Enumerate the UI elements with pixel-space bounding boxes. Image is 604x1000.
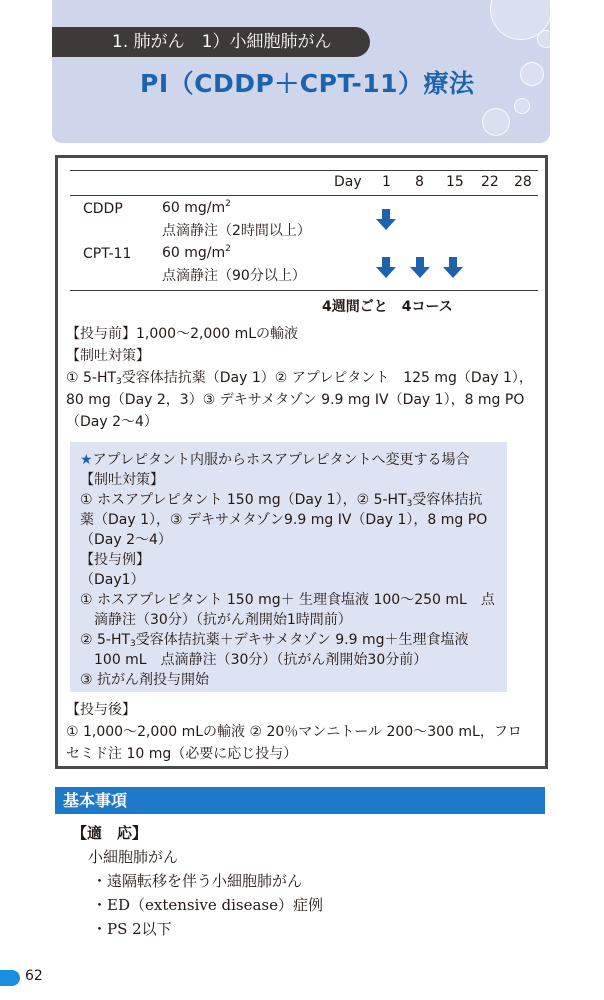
antiemetic-title: 【制吐対策】 [66, 348, 150, 364]
antiemetic-line-3: （Day 2～4） [66, 414, 158, 430]
drug-name-cpt11: CPT-11 [83, 246, 132, 262]
alt-example-3: ③ 抗がん剤投与開始 [80, 672, 210, 688]
bubble-decoration [537, 30, 550, 48]
day-col-15: 15 [446, 174, 464, 190]
indication-bullet: ・遠隔転移を伴う小細胞肺がん [92, 872, 303, 890]
drug-dose-cpt11: 60 $mg/m^2$ [162, 244, 231, 261]
alt-example-2b: 100 mL 点滴静注（30分）（抗がん剤開始30分前） [80, 652, 428, 668]
post-line-2: セミド注 10 mg（必要に応じ投与） [66, 746, 298, 762]
page-number: 62 [25, 968, 43, 984]
page-number-tab [0, 970, 20, 986]
arrow-down-icon [375, 257, 397, 279]
day-col-22: 22 [481, 174, 499, 190]
indication-title: 【適 応】 [72, 824, 148, 842]
chapter-label [52, 27, 370, 57]
alt-line-2: 薬（Day 1），③ デキサメタゾン9.9 mg IV（Day 1），8 mg PO [80, 512, 488, 528]
alt-example-title: 【投与例】 [80, 552, 150, 568]
regimen-box [55, 155, 548, 769]
indication-bullet: ・PS 2以下 [92, 920, 172, 938]
star-icon: ★ [80, 452, 93, 468]
alt-antiemetic-title: 【制吐対策】 [80, 472, 164, 488]
table-header-rule [70, 195, 538, 196]
arrow-down-icon [409, 257, 431, 279]
post-line-1: ① 1,000～2,000 mLの輸液 ② 20％マンニトール 200～300 mL，フロ [66, 724, 522, 740]
alt-example-day: （Day1） [80, 572, 145, 588]
day-col-28: 28 [514, 174, 532, 190]
antiemetic-line-2: 80 mg（Day 2，3）③ デキサメタゾン 9.9 mg IV（Day 1），8 mg PO [66, 392, 525, 408]
page-title: PI（CDDP＋CPT-11）療法 [140, 69, 475, 98]
drug-route-cddp: 点滴静注（2時間以上） [162, 223, 311, 239]
post-treatment-title: 【投与後】 [66, 702, 136, 718]
drug-name-cddp: CDDP [83, 201, 123, 217]
page-header [52, 0, 550, 143]
chapter-text: 1. 肺がん 1）小細胞肺がん [112, 32, 332, 52]
arrow-down-icon [375, 209, 397, 231]
table-top-rule [70, 170, 538, 171]
alt-example-1: ① ホスアプレピタント 150 mg＋ 生理食塩液 100～250 mL 点 [80, 592, 495, 608]
antiemetic-line-1: ① $5-HT_3$受容体拮抗薬（Day 1）② アプレピタント 125 mg（Day 1）， [66, 370, 533, 387]
table-bottom-rule [70, 290, 538, 291]
day-col-1: 1 [382, 174, 391, 190]
indication-bullet: ・ED（extensive disease）症例 [92, 896, 323, 914]
section-bar: 基本事項 [55, 787, 545, 814]
alt-example-2: ② $5-HT_3$受容体拮抗薬＋デキサメタゾン 9.9 mg＋生理食塩液 [80, 632, 469, 649]
bubble-decoration [514, 98, 530, 114]
day-col-8: 8 [415, 174, 424, 190]
pre-treatment: 【投与前】1,000～2,000 mLの輸液 [66, 326, 299, 342]
drug-dose-cddp: 60 $mg/m^2$ [162, 199, 231, 216]
indication-text: 小細胞肺がん [88, 848, 179, 866]
alternative-regimen-box [70, 442, 507, 692]
bubble-decoration [482, 108, 510, 136]
arrow-down-icon [442, 257, 464, 279]
alt-example-1b: 滴静注（30分）（抗がん剤開始1時間前） [80, 612, 352, 628]
alt-heading: ★アプレピタント内服からホスアプレピタントへ変更する場合 [80, 452, 470, 468]
alt-line-3: （Day 2～4） [80, 532, 172, 548]
day-header: Day [334, 174, 362, 190]
cycle-note: 4週間ごと 4コース [322, 299, 453, 315]
alt-line-1: ① ホスアプレピタント 150 mg（Day 1），② $5-HT_3$受容体拮抗 [80, 492, 483, 509]
bubble-decoration [520, 62, 544, 86]
drug-route-cpt11: 点滴静注（90分以上） [162, 268, 306, 284]
